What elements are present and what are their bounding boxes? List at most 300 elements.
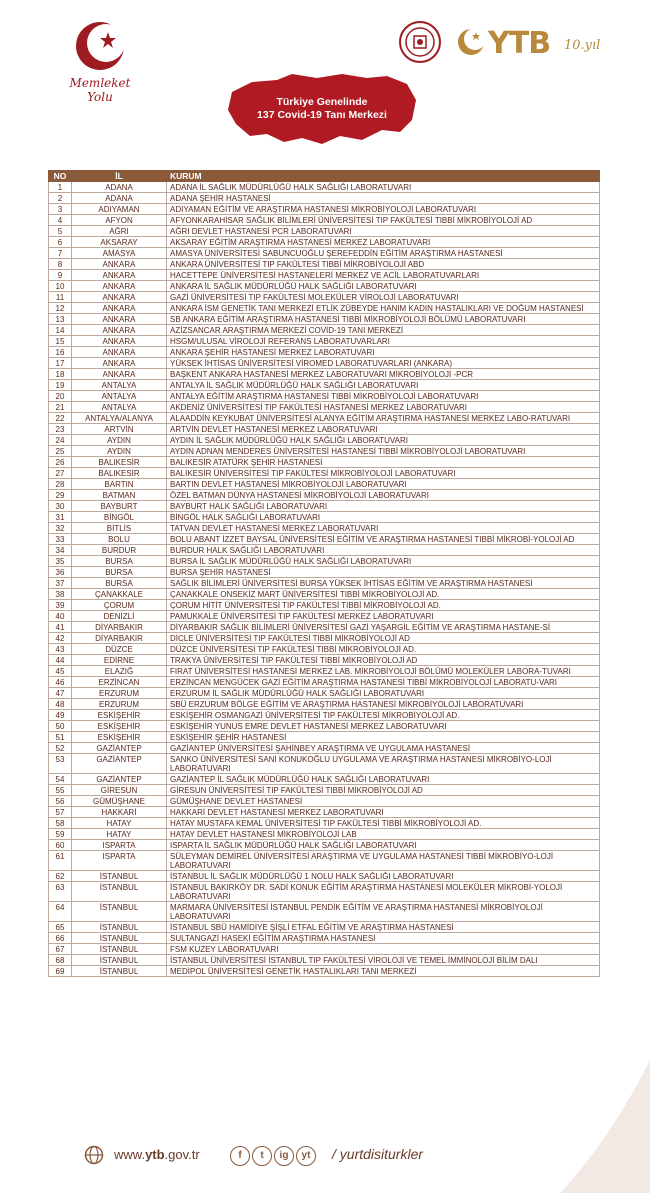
row-kurum: SÜLEYMAN DEMİREL ÜNİVERSİTESİ ARAŞTIRMA VE UYGULAMA HASTANESİ TIBBİ MİKROBİYO-LOJİ LABORATUVARI	[167, 851, 600, 871]
youtube-icon[interactable]: yt	[296, 1146, 316, 1166]
table-header-row	[49, 171, 600, 182]
row-no: 7	[49, 248, 72, 259]
covid-centers-table	[48, 170, 600, 977]
table-row	[49, 182, 600, 193]
table-row	[49, 785, 600, 796]
table-row	[49, 743, 600, 754]
row-kurum: BURSA ŞEHİR HASTANESİ	[167, 567, 600, 578]
row-kurum: ÇORUM HİTİT ÜNİVERSİTESİ TIP FAKÜLTESİ TIBBİ MİKROBİYOLOJİ AD.	[167, 600, 600, 611]
row-no: 57	[49, 807, 72, 818]
table-row	[49, 922, 600, 933]
table-row	[49, 666, 600, 677]
row-il: AKSARAY	[72, 237, 167, 248]
social-icons	[230, 1145, 318, 1166]
row-no: 55	[49, 785, 72, 796]
row-no: 1	[49, 182, 72, 193]
row-il: ESKİŞEHİR	[72, 710, 167, 721]
row-il: ANTALYA/ALANYA	[72, 413, 167, 424]
row-no: 22	[49, 413, 72, 424]
table-row	[49, 435, 600, 446]
row-kurum: BAYBURT HALK SAĞLIĞI LABORATUVARI	[167, 501, 600, 512]
row-il: ANKARA	[72, 347, 167, 358]
table-row	[49, 413, 600, 424]
row-il: İSTANBUL	[72, 944, 167, 955]
row-kurum: BURDUR HALK SAĞLIĞI LABORATUVARI	[167, 545, 600, 556]
row-no: 62	[49, 871, 72, 882]
row-no: 6	[49, 237, 72, 248]
row-il: ANTALYA	[72, 380, 167, 391]
row-kurum: DİYARBAKIR SAĞLIK BİLİMLERİ ÜNİVERSİTESİ GAZİ YAŞARGİL EĞİTİM VE ARAŞTIRMA HASTANE-Sİ	[167, 622, 600, 633]
row-no: 27	[49, 468, 72, 479]
row-no: 36	[49, 567, 72, 578]
row-kurum: BOLU ABANT İZZET BAYSAL ÜNİVERSİTESİ EĞİTİM VE ARAŞTIRMA HASTANESİ TIBBİ MİKROBİ-YOLOJİ AD	[167, 534, 600, 545]
row-kurum: ÇANAKKALE ONSEKİZ MART ÜNİVERSİTESİ TIBBİ MİKROBİYOLOJİ AD.	[167, 589, 600, 600]
row-kurum: SANKO ÜNİVERSİTESİ SANİ KONUKOĞLU UYGULAMA VE ARAŞTIRMA HASTANESİ MİKROBİYO-LOJİ LABORATUVARI	[167, 754, 600, 774]
row-il: AFYON	[72, 215, 167, 226]
table-row	[49, 391, 600, 402]
row-no: 21	[49, 402, 72, 413]
facebook-icon[interactable]: f	[230, 1146, 250, 1166]
table-row	[49, 589, 600, 600]
row-il: ANKARA	[72, 303, 167, 314]
row-il: AYDIN	[72, 446, 167, 457]
row-kurum: ARTVİN DEVLET HASTANESİ MERKEZ LABORATUVARI	[167, 424, 600, 435]
row-il: ADANA	[72, 193, 167, 204]
table-row	[49, 468, 600, 479]
row-kurum: BALIKESİR ATATÜRK ŞEHİR HASTANESİ	[167, 457, 600, 468]
table-row	[49, 578, 600, 589]
col-header-kurum: KURUM	[167, 171, 600, 182]
row-no: 10	[49, 281, 72, 292]
row-kurum: BARTIN DEVLET HASTANESİ MİKROBİYOLOJİ LABORATUVARI	[167, 479, 600, 490]
row-il: ISPARTA	[72, 851, 167, 871]
table-row	[49, 933, 600, 944]
row-kurum: BALIKESİR ÜNİVERSİTESİ TIP FAKÜLTESİ MİKROBİYOLOJİ LABORATUVARI	[167, 468, 600, 479]
memleket-yolu-logo	[55, 18, 145, 104]
row-no: 20	[49, 391, 72, 402]
table-row	[49, 567, 600, 578]
table-row	[49, 882, 600, 902]
table-row	[49, 677, 600, 688]
table-row	[49, 303, 600, 314]
row-il: ANKARA	[72, 358, 167, 369]
row-il: ESKİŞEHİR	[72, 732, 167, 743]
row-no: 23	[49, 424, 72, 435]
ytb-logo	[456, 24, 601, 61]
row-kurum: BURSA İL SAĞLIK MÜDÜRLÜĞÜ HALK SAĞLIĞI LABORATUVARI	[167, 556, 600, 567]
row-kurum: GİRESUN ÜNİVERSİTESİ TIP FAKÜLTESİ TIBBİ MİKROBİYOLOJİ AD	[167, 785, 600, 796]
table-row	[49, 292, 600, 303]
row-kurum: MEDİPOL ÜNİVERSİTESİ GENETİK HASTALIKLARI TANI MERKEZİ	[167, 966, 600, 977]
row-kurum: ESKİŞEHİR OSMANGAZİ ÜNİVERSİTESİ TIP FAKÜLTESİ MİKROBİYOLOJİ AD.	[167, 710, 600, 721]
banner-title	[222, 96, 422, 122]
row-il: AMASYA	[72, 248, 167, 259]
table-row	[49, 774, 600, 785]
row-kurum: ESKİŞEHİR YUNUS EMRE DEVLET HASTANESİ MERKEZ LABORATUVARI	[167, 721, 600, 732]
row-kurum: ADANA ŞEHİR HASTANESİ	[167, 193, 600, 204]
row-kurum: ADANA İL SAĞLIK MÜDÜRLÜĞÜ HALK SAĞLIĞI LABORATUVARI	[167, 182, 600, 193]
table-row	[49, 644, 600, 655]
header	[0, 0, 650, 165]
row-il: BURSA	[72, 556, 167, 567]
row-no: 5	[49, 226, 72, 237]
row-il: ANKARA	[72, 369, 167, 380]
row-il: ANKARA	[72, 314, 167, 325]
table-row	[49, 281, 600, 292]
row-kurum: DÜZCE ÜNİVERSİTESİ TIP FAKÜLTESİ TIBBİ MİKROBİYOLOJİ AD.	[167, 644, 600, 655]
row-no: 44	[49, 655, 72, 666]
row-kurum: İSTANBUL ÜNİVERSİTESİ İSTANBUL TIP FAKÜLTESİ VİROLOJİ VE TEMEL İMMİNOLOJİ BİLİM DALI	[167, 955, 600, 966]
row-kurum: ERZURUM İL SAĞLIK MÜDÜRLÜĞÜ HALK SAĞLIĞI LABORATUVARI	[167, 688, 600, 699]
table-row	[49, 457, 600, 468]
row-no: 54	[49, 774, 72, 785]
row-il: ERZURUM	[72, 699, 167, 710]
row-il: ARTVİN	[72, 424, 167, 435]
row-kurum: İSTANBUL SBÜ HAMİDİYE ŞİŞLİ ETFAL EĞİTİM VE ARAŞTIRMA HASTANESİ	[167, 922, 600, 933]
row-kurum: AYDIN İL SAĞLIK MÜDÜRLÜĞÜ HALK SAĞLIĞI LABORATUVARI	[167, 435, 600, 446]
row-kurum: AFYONKARAHİSAR SAĞLIK BİLİMLERİ ÜNİVERSİTESİ TIP FAKÜLTESİ TIBBİ MİKROBİYOLOJİ AD	[167, 215, 600, 226]
table-row	[49, 402, 600, 413]
row-kurum: AMASYA ÜNİVERSİTESİ SABUNCUOĞLU ŞEREFEDDİN EĞİTİM ARAŞTIRMA HASTANESİ	[167, 248, 600, 259]
table-row	[49, 699, 600, 710]
row-no: 14	[49, 325, 72, 336]
row-il: ÇORUM	[72, 600, 167, 611]
row-il: ANKARA	[72, 325, 167, 336]
site-suffix: .gov.tr	[164, 1147, 200, 1162]
row-il: İSTANBUL	[72, 933, 167, 944]
row-il: HATAY	[72, 829, 167, 840]
row-no: 40	[49, 611, 72, 622]
ytb-crescent-icon	[456, 24, 486, 58]
row-kurum: HATAY MUSTAFA KEMAL ÜNİVERSİTESİ TIP FAKÜLTESİ TIBBİ MİKROBİYOLOJİ AD.	[167, 818, 600, 829]
row-no: 45	[49, 666, 72, 677]
table-row	[49, 237, 600, 248]
table-row	[49, 966, 600, 977]
table-row	[49, 358, 600, 369]
row-il: ADIYAMAN	[72, 204, 167, 215]
table-row	[49, 955, 600, 966]
row-no: 46	[49, 677, 72, 688]
row-kurum: AĞRI DEVLET HASTANESİ PCR LABORATUVARI	[167, 226, 600, 237]
twitter-icon[interactable]: t	[252, 1146, 272, 1166]
row-no: 17	[49, 358, 72, 369]
row-no: 61	[49, 851, 72, 871]
row-kurum: HATAY DEVLET HASTANESİ MİKROBİYOLOJİ LAB	[167, 829, 600, 840]
row-il: ESKİŞEHİR	[72, 721, 167, 732]
row-kurum: SULTANGAZİ HASEKİ EĞİTİM ARAŞTIRMA HASTANESİ	[167, 933, 600, 944]
row-il: GAZİANTEP	[72, 743, 167, 754]
row-no: 39	[49, 600, 72, 611]
row-kurum: GAZİANTEP ÜNİVERSİTESİ ŞAHİNBEY ARAŞTIRMA VE UYGULAMA HASTANESİ	[167, 743, 600, 754]
col-header-il: İL	[72, 171, 167, 182]
instagram-icon[interactable]: ig	[274, 1146, 294, 1166]
row-il: GAZİANTEP	[72, 774, 167, 785]
row-kurum: GAZİANTEP İL SAĞLIK MÜDÜRLÜĞÜ HALK SAĞLIĞI LABORATUVARI	[167, 774, 600, 785]
table-row	[49, 871, 600, 882]
row-kurum: YÜKSEK İHTİSAS ÜNİVERSİTESİ VİROMED LABORATUVARLARI (ANKARA)	[167, 358, 600, 369]
row-kurum: FIRAT ÜNİVERSİTESİ HASTANESİ MERKEZ LAB. MİKROBİYOLOJİ BÖLÜMÜ MOLEKÜLER LABORA-TUVARI	[167, 666, 600, 677]
table-row	[49, 688, 600, 699]
row-il: İSTANBUL	[72, 871, 167, 882]
row-il: İSTANBUL	[72, 902, 167, 922]
row-il: AĞRI	[72, 226, 167, 237]
table-row	[49, 490, 600, 501]
ytb-word: YTB	[488, 26, 551, 61]
row-il: DİYARBAKIR	[72, 633, 167, 644]
table-row	[49, 902, 600, 922]
row-no: 11	[49, 292, 72, 303]
row-no: 15	[49, 336, 72, 347]
row-no: 24	[49, 435, 72, 446]
row-il: ERZURUM	[72, 688, 167, 699]
row-il: ISPARTA	[72, 840, 167, 851]
row-il: ANTALYA	[72, 402, 167, 413]
row-kurum: AKSARAY EĞİTİM ARAŞTIRMA HASTANESİ MERKEZ LABORATUVARI	[167, 237, 600, 248]
row-il: ANKARA	[72, 336, 167, 347]
site-bold: ytb	[145, 1147, 165, 1162]
row-il: EDİRNE	[72, 655, 167, 666]
row-no: 32	[49, 523, 72, 534]
row-no: 37	[49, 578, 72, 589]
table-row	[49, 369, 600, 380]
crescent-star-icon	[70, 18, 130, 74]
row-kurum: BİNGÖL HALK SAĞLIĞI LABORATUVARI	[167, 512, 600, 523]
row-no: 4	[49, 215, 72, 226]
row-il: ANKARA	[72, 292, 167, 303]
row-no: 38	[49, 589, 72, 600]
row-il: BURSA	[72, 578, 167, 589]
row-no: 59	[49, 829, 72, 840]
row-no: 30	[49, 501, 72, 512]
table-row	[49, 796, 600, 807]
ytb-anniversary-badge: 10.yıl	[564, 38, 601, 53]
row-il: BURDUR	[72, 545, 167, 556]
table-row	[49, 829, 600, 840]
table-row	[49, 380, 600, 391]
row-no: 16	[49, 347, 72, 358]
row-no: 2	[49, 193, 72, 204]
row-no: 68	[49, 955, 72, 966]
row-kurum: ADIYAMAN EĞİTİM VE ARAŞTIRMA HASTANESİ MİKROBİYOLOJİ LABORATUVARI	[167, 204, 600, 215]
row-kurum: AYDIN ADNAN MENDERES ÜNİVERSİTESİ HASTANESİ TIBBİ MİKROBİYOLOJİ LABORATUVARI	[167, 446, 600, 457]
row-il: AYDIN	[72, 435, 167, 446]
row-kurum: ANKARA ŞEHİR HASTANESİ MERKEZ LABORATUVARI	[167, 347, 600, 358]
row-il: GÜMÜŞHANE	[72, 796, 167, 807]
row-il: BARTIN	[72, 479, 167, 490]
banner-line-1: Türkiye Genelinde	[276, 96, 368, 108]
row-il: İSTANBUL	[72, 922, 167, 933]
row-kurum: SBÜ ERZURUM BÖLGE EĞİTİM VE ARAŞTIRMA HASTANESİ MİKROBİYOLOJİ LABORATUVARI	[167, 699, 600, 710]
table-row	[49, 721, 600, 732]
row-il: DENİZLİ	[72, 611, 167, 622]
row-no: 47	[49, 688, 72, 699]
row-il: İSTANBUL	[72, 882, 167, 902]
col-header-no: NO	[49, 171, 72, 182]
row-no: 34	[49, 545, 72, 556]
table-row	[49, 325, 600, 336]
banner-line-2: 137 Covid-19 Tanı Merkezi	[257, 109, 387, 121]
row-il: BATMAN	[72, 490, 167, 501]
row-kurum: FSM KUZEY LABORATUVARI	[167, 944, 600, 955]
row-no: 53	[49, 754, 72, 774]
table-row	[49, 424, 600, 435]
table-row	[49, 622, 600, 633]
row-no: 42	[49, 633, 72, 644]
footer	[0, 1135, 650, 1175]
row-no: 56	[49, 796, 72, 807]
row-no: 67	[49, 944, 72, 955]
table-row	[49, 807, 600, 818]
row-kurum: ANKARA İL SAĞLIK MÜDÜRLÜĞÜ HALK SAĞLIĞI LABORATUVARI	[167, 281, 600, 292]
row-kurum: DİCLE ÜNİVERSİTESİ TIP FAKÜLTESİ TIBBİ MİKROBİYOLOJİ AD	[167, 633, 600, 644]
row-il: BURSA	[72, 567, 167, 578]
table-row	[49, 655, 600, 666]
turkey-map-banner	[222, 70, 422, 160]
row-no: 12	[49, 303, 72, 314]
row-kurum: ANTALYA EĞİTİM ARAŞTIRMA HASTANESİ TIBBİ MİKROBİYOLOJİ LABORATUVARI	[167, 391, 600, 402]
website-link[interactable]	[114, 1147, 200, 1162]
row-no: 8	[49, 259, 72, 270]
table-row	[49, 818, 600, 829]
table-row	[49, 215, 600, 226]
row-il: ELAZIĞ	[72, 666, 167, 677]
row-no: 50	[49, 721, 72, 732]
row-kurum: PAMUKKALE ÜNİVERSİTESİ TIP FAKÜLTESİ MERKEZ LABORATUVARI	[167, 611, 600, 622]
row-kurum: TRAKYA ÜNİVERSİTESİ TIP FAKÜLTESİ TIBBİ MİKROBİYOLOJİ AD	[167, 655, 600, 666]
row-il: HAKKARİ	[72, 807, 167, 818]
row-il: BOLU	[72, 534, 167, 545]
row-no: 31	[49, 512, 72, 523]
table-row	[49, 710, 600, 721]
logo-caption: Memleket Yolu	[69, 76, 131, 104]
row-kurum: BAŞKENT ANKARA HASTANESİ MERKEZ LABORATUVARI MİKROBİYOLOJİ -PCR	[167, 369, 600, 380]
row-kurum: GAZİ ÜNİVERSİTESİ TIP FAKÜLTESİ MOLEKÜLER VİROLOJİ LABORATUVARI	[167, 292, 600, 303]
table-row	[49, 851, 600, 871]
row-no: 63	[49, 882, 72, 902]
globe-icon	[84, 1145, 104, 1165]
row-no: 64	[49, 902, 72, 922]
row-kurum: MARMARA ÜNİVERSİTESİ İSTANBUL PENDİK EĞİTİM VE ARAŞTIRMA HASTANESİ MİKROBİYOLOJİ LABORATUVARI	[167, 902, 600, 922]
ministry-emblem-icon	[398, 20, 442, 64]
row-il: ANKARA	[72, 281, 167, 292]
row-no: 3	[49, 204, 72, 215]
row-no: 13	[49, 314, 72, 325]
table-body	[49, 182, 600, 977]
row-no: 28	[49, 479, 72, 490]
row-kurum: SB ANKARA EĞİTİM ARAŞTIRMA HASTANESİ TIBBİ MİKROBİYOLOJİ BÖLÜMÜ LABORATUVARI	[167, 314, 600, 325]
row-no: 49	[49, 710, 72, 721]
row-no: 33	[49, 534, 72, 545]
row-kurum: AKDENİZ ÜNİVERSİTESİ TIP FAKÜLTESİ HASTANESİ MERKEZ LABORATUVARI	[167, 402, 600, 413]
row-no: 26	[49, 457, 72, 468]
row-il: ÇANAKKALE	[72, 589, 167, 600]
row-il: İSTANBUL	[72, 966, 167, 977]
row-il: BİNGÖL	[72, 512, 167, 523]
table-row	[49, 347, 600, 358]
table-row	[49, 633, 600, 644]
row-kurum: SAĞLIK BİLİMLERİ ÜNİVERSİTESİ BURSA YÜKSEK İHTİSAS EĞİTİM VE ARAŞTIRMA HASTANESİ	[167, 578, 600, 589]
row-il: ANTALYA	[72, 391, 167, 402]
row-no: 43	[49, 644, 72, 655]
table-row	[49, 479, 600, 490]
row-kurum: ANTALYA İL SAĞLIK MÜDÜRLÜĞÜ HALK SAĞLIĞI LABORATUVARI	[167, 380, 600, 391]
row-kurum: ÖZEL BATMAN DÜNYA HASTANESİ MİKROBİYOLOJİ LABORATUVARI	[167, 490, 600, 501]
table-row	[49, 600, 600, 611]
row-kurum: AZİZSANCAR ARAŞTIRMA MERKEZİ COVİD-19 TANI MERKEZİ	[167, 325, 600, 336]
row-kurum: GÜMÜŞHANE DEVLET HASTANESİ	[167, 796, 600, 807]
row-il: ERZİNCAN	[72, 677, 167, 688]
table-row	[49, 446, 600, 457]
row-kurum: TATVAN DEVLET HASTANESİ MERKEZ LABORATUVARI	[167, 523, 600, 534]
row-no: 19	[49, 380, 72, 391]
row-kurum: HSGM/ULUSAL VİROLOJİ REFERANS LABORATUVARLARI	[167, 336, 600, 347]
row-kurum: İSTANBUL İL SAĞLIK MÜDÜRLÜĞÜ 1 NOLU HALK SAĞLIĞI LABORATUVARI	[167, 871, 600, 882]
row-no: 69	[49, 966, 72, 977]
row-kurum: ESKİŞEHİR ŞEHİR HASTANESİ	[167, 732, 600, 743]
row-il: DİYARBAKIR	[72, 622, 167, 633]
row-kurum: ANKARA İSM GENETİK TANI MERKEZİ ETLİK ZÜBEYDE HANIM KADIN HASTALIKLARI VE DOĞUM HASTANESİ	[167, 303, 600, 314]
covid-centers-table-wrap	[48, 170, 600, 977]
table-row	[49, 336, 600, 347]
table-row	[49, 226, 600, 237]
table-row	[49, 259, 600, 270]
row-il: BALIKESİR	[72, 468, 167, 479]
row-il: BİTLİS	[72, 523, 167, 534]
row-no: 25	[49, 446, 72, 457]
row-no: 58	[49, 818, 72, 829]
table-row	[49, 204, 600, 215]
table-row	[49, 193, 600, 204]
row-no: 9	[49, 270, 72, 281]
table-row	[49, 314, 600, 325]
table-row	[49, 523, 600, 534]
table-row	[49, 270, 600, 281]
row-no: 18	[49, 369, 72, 380]
table-row	[49, 556, 600, 567]
row-il: İSTANBUL	[72, 955, 167, 966]
row-kurum: ANKARA ÜNİVERSİTESİ TIP FAKÜLTESİ TIBBİ MİKROBİYOLOJİ ABD	[167, 259, 600, 270]
row-il: BAYBURT	[72, 501, 167, 512]
table-row	[49, 512, 600, 523]
table-row	[49, 611, 600, 622]
row-no: 65	[49, 922, 72, 933]
row-il: ADANA	[72, 182, 167, 193]
row-il: BALIKESİR	[72, 457, 167, 468]
table-row	[49, 534, 600, 545]
row-kurum: HACETTEPE ÜNİVERSİTESİ HASTANELERİ MERKEZ VE ACİL LABORATUVARLARI	[167, 270, 600, 281]
table-row	[49, 754, 600, 774]
row-no: 52	[49, 743, 72, 754]
social-handle: / yurtdisiturkler	[332, 1146, 424, 1162]
row-kurum: ISPARTA İL SAĞLIK MÜDÜRLÜĞÜ HALK SAĞLIĞI LABORATUVARI	[167, 840, 600, 851]
table-row	[49, 944, 600, 955]
site-prefix: www.	[114, 1147, 146, 1162]
row-kurum: İSTANBUL BAKIRKÖY DR. SADİ KONUK EĞİTİM ARAŞTIRMA HASTANESİ MOLEKÜLER MİKROBİ-YOLOJİ LABORATUVARI	[167, 882, 600, 902]
row-kurum: ALAADDİN KEYKUBAT ÜNİVERSİTESİ ALANYA EĞİTİM ARAŞTIRMA HASTANESİ MERKEZ LABO-RATUVARI	[167, 413, 600, 424]
row-no: 48	[49, 699, 72, 710]
table-row	[49, 732, 600, 743]
table-row	[49, 545, 600, 556]
row-no: 51	[49, 732, 72, 743]
row-il: ANKARA	[72, 270, 167, 281]
row-il: GİRESUN	[72, 785, 167, 796]
row-il: ANKARA	[72, 259, 167, 270]
row-no: 66	[49, 933, 72, 944]
row-kurum: HAKKARİ DEVLET HASTANESİ MERKEZ LABORATUVARI	[167, 807, 600, 818]
row-il: GAZİANTEP	[72, 754, 167, 774]
row-no: 35	[49, 556, 72, 567]
row-il: DÜZCE	[72, 644, 167, 655]
